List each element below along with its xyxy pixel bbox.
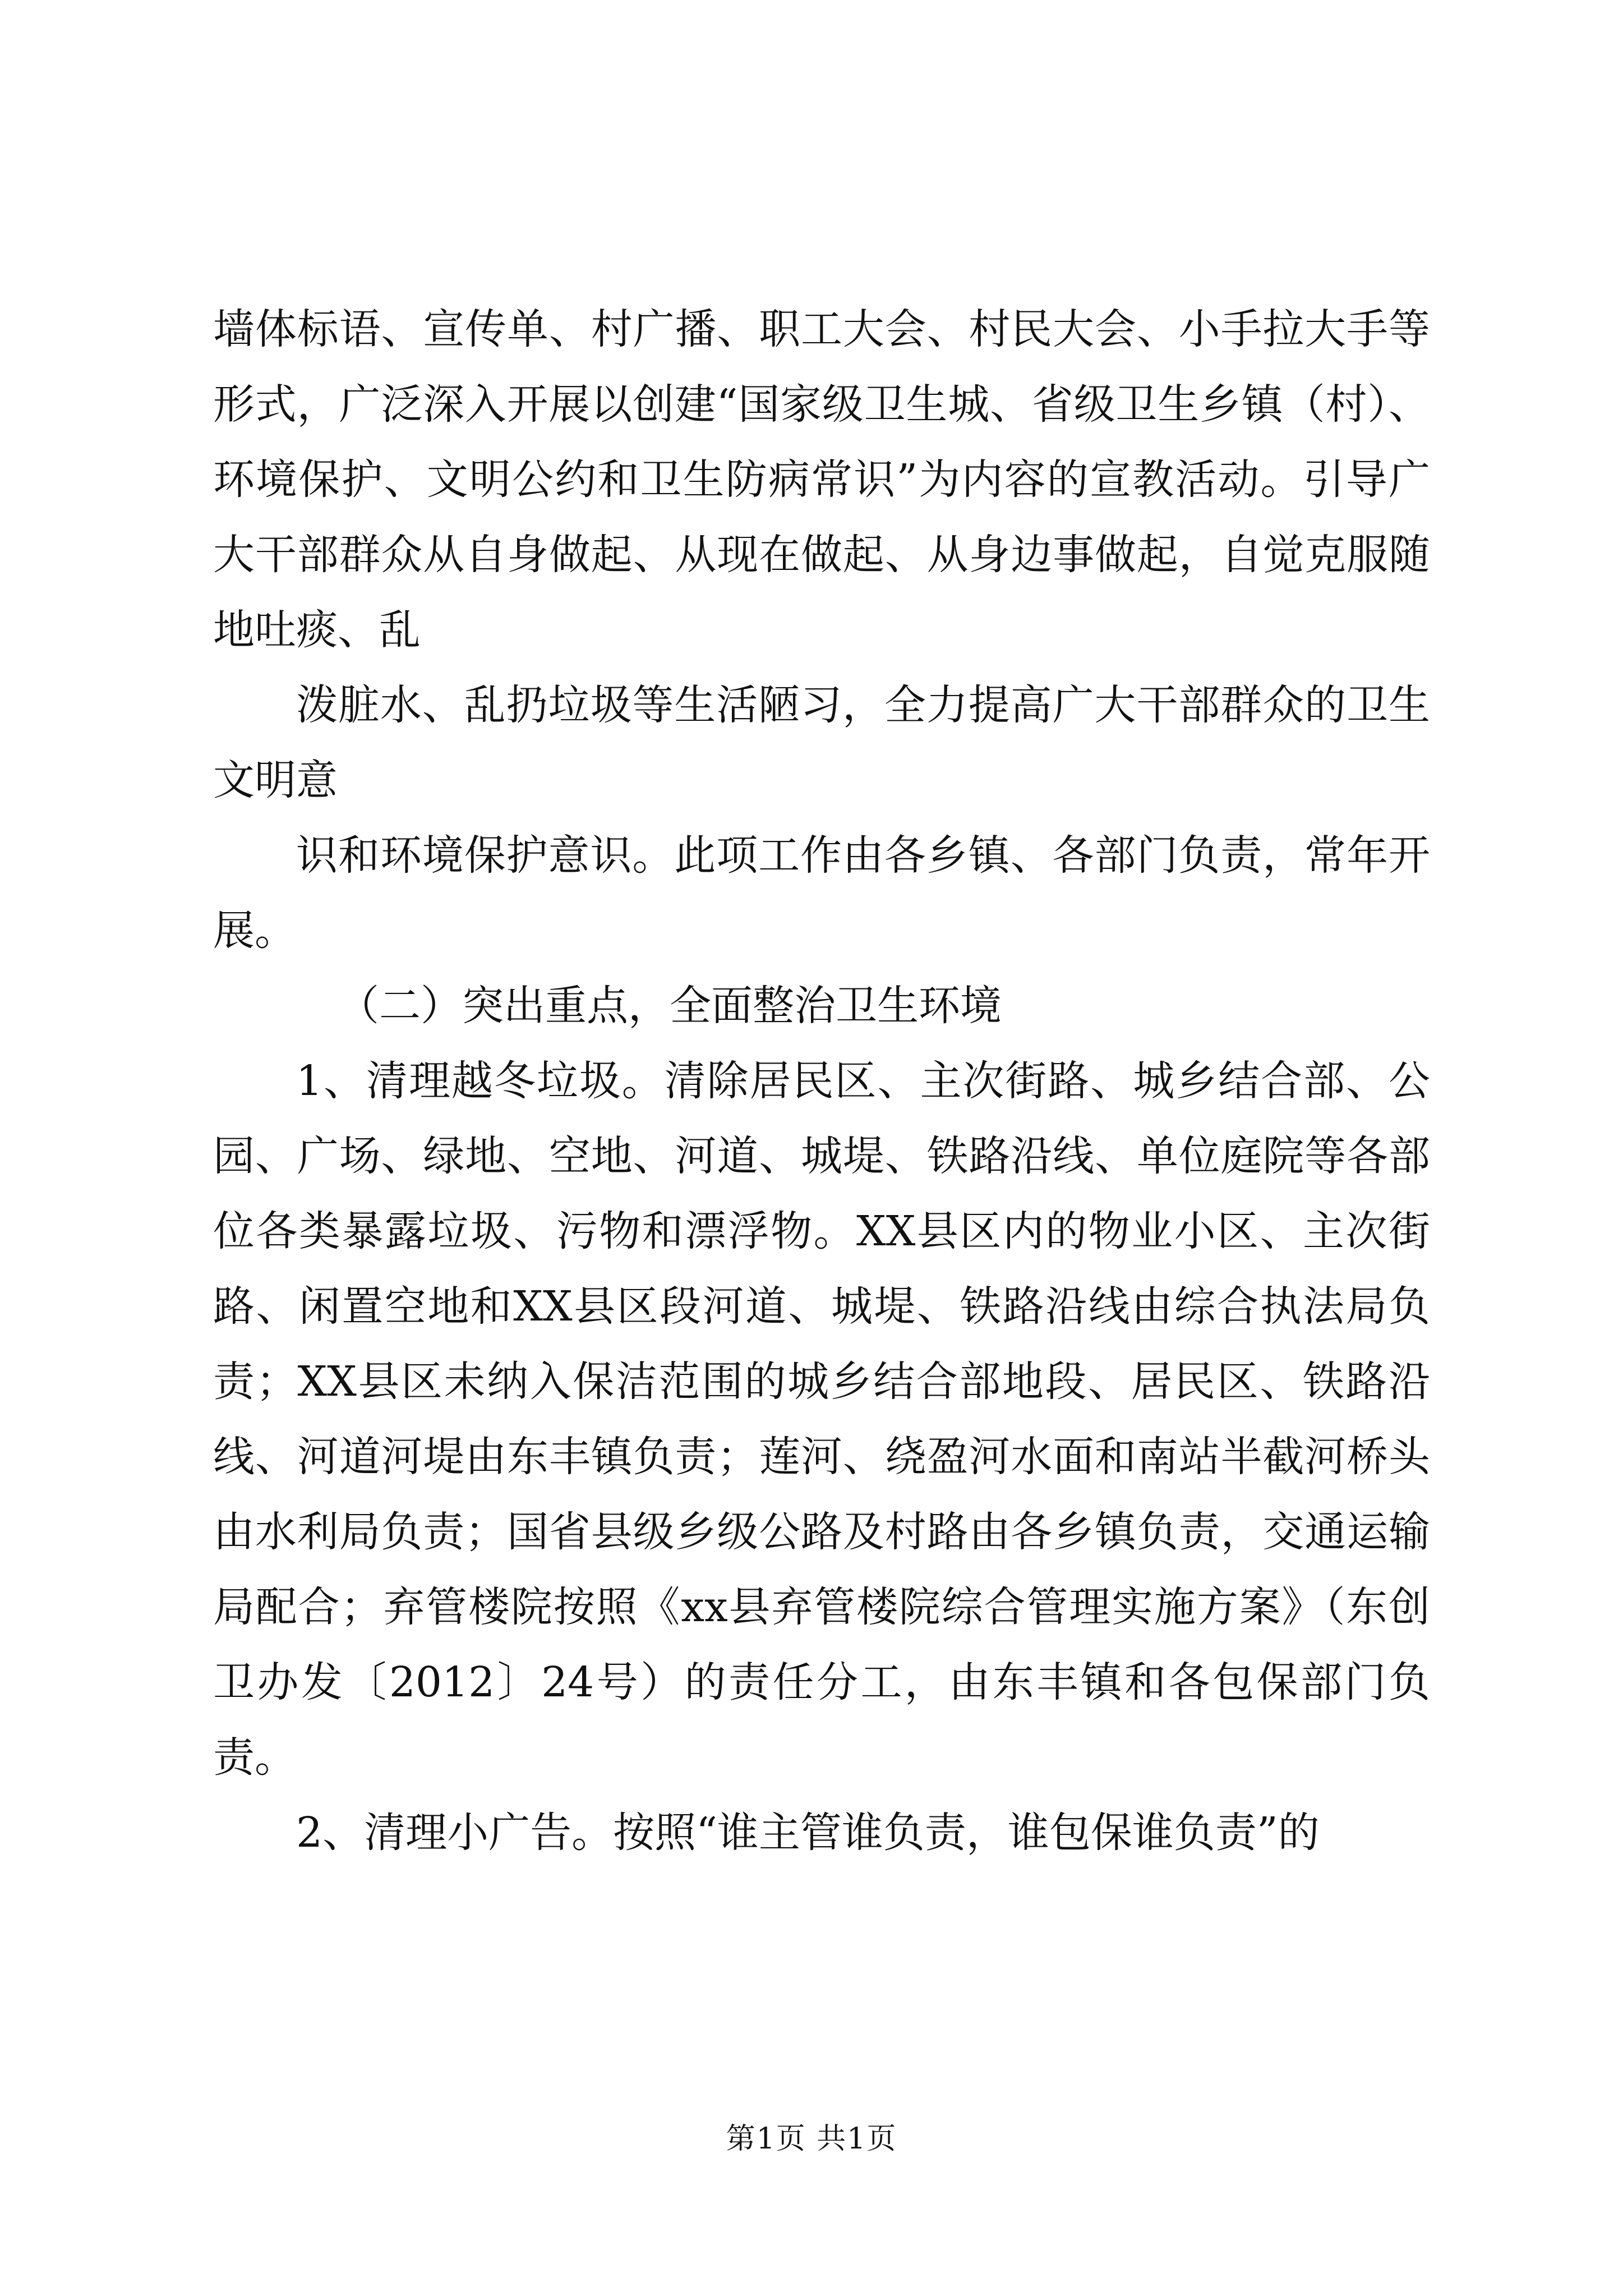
paragraph-publicity-forms: 墙体标语、宣传单、村广播、职工大会、村民大会、小手拉大手等形式，广泛深入开展以创建“国家级卫生城、省级卫生乡镇（村）、环境保护、文明公约和卫生防病常识”为内容的宣教活动。引导广大干部群众从自身做起、从现在做起、从身边事做起，自觉克服随地吐痰、乱 xyxy=(213,305,1430,654)
paragraph-clear-winter-garbage: 1、清理越冬垃圾。清除居民区、主次街路、城乡结合部、公园、广场、绿地、空地、河道、城堤、铁路沿线、单位庭院等各部位各类暴露垃圾、污物和漂浮物。XX县区内的物业小区、主次街路、闲置空地和XX县区段河道、城堤、铁路沿线由综合执法局负责；XX县区未纳入保洁范围的城乡结合部地段、居民区、铁路沿线、河道河堤由东丰镇负责；莲河、绕盈河水面和南站半截河桥头由水利局负责；国省县级乡级公路及村路由各乡镇负责，交通运输局配合；弃管楼院按照《xx县弃管楼院综合管理实施方案》（东创卫办发〔2012〕24号）的责任分工，由东丰镇和各包保部门负责。 xyxy=(213,1057,1430,1782)
section-heading-rectify-environment: （二）突出重点，全面整治卫生环境 xyxy=(338,982,1002,1030)
document-body xyxy=(213,292,1430,1870)
paragraph-environment-awareness: 识和环境保护意识。此项工作由各乡镇、各部门负责，常年开展。 xyxy=(213,831,1430,955)
page-footer: 第1页 共1页 xyxy=(726,2122,897,2156)
paragraph-civilization-awareness: 泼脏水、乱扔垃圾等生活陋习，全力提高广大干部群众的卫生文明意 xyxy=(213,681,1430,804)
paragraph-clear-small-ads: 2、清理小广告。按照“谁主管谁负责，谁包保谁负责”的 xyxy=(296,1809,1320,1857)
